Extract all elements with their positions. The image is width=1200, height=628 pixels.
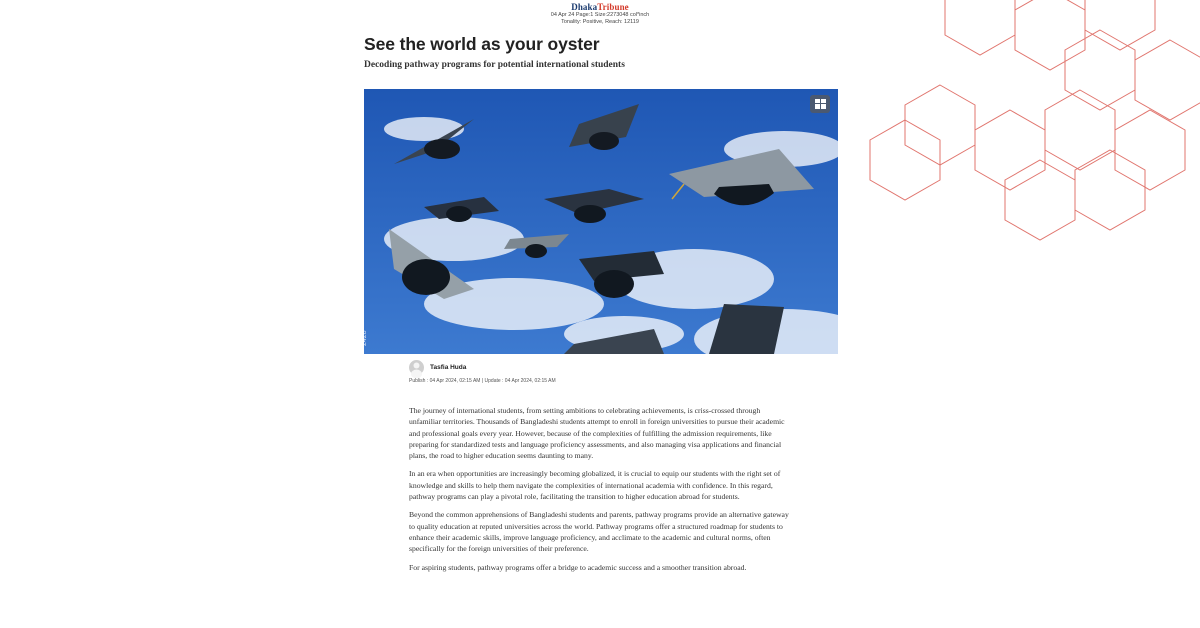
author-name[interactable]: Tasfia Huda [430,364,467,371]
user-avatar-icon [409,360,424,375]
hero-image [361,89,838,354]
clipping-meta-line2: Tonality: Positive, Reach: 12119 [561,19,639,25]
article-body [409,405,794,580]
article-paragraph: The journey of international students, from setting ambitions to celebrating achievements, is criss-crossed through unfamiliar territories. Thousands of Bangladeshi students attempt to enroll in foreign universities to pursue their academic and professional goals every year. However, because of the complexities of fulfilling the admission requirements, like preparing for standardized tests and language proficiency assessments, and also managing visa applications and financial plans, the road to higher education seems daunting to many. [409,406,785,461]
publish-dates: Publish : 04 Apr 2024, 02:15 AM | Update : 04 Apr 2024, 02:15 AM [409,378,556,384]
article-paragraph: For aspiring students, pathway programs offer a bridge to academic success and a smoother transition abroad. [409,562,747,572]
article-subheadline: Decoding pathway programs for potential international students [364,60,625,70]
publication-logo: DhakaTribune [571,2,629,12]
photo-watermark: 2428 [361,330,368,346]
gallery-grid-icon[interactable] [810,95,830,113]
hexagon-pattern [850,0,1200,260]
article-paragraph: In an era when opportunities are increasingly becoming globalized, it is crucial to equip our students with the right set of knowledge and skills to help them navigate the complexities of international academia with confidence. In this regard, pathway programs can play a pivotal role, facilitating the transition to higher education abroad for students. [409,469,781,502]
article-paragraph: Beyond the common apprehensions of Bangladeshi students and parents, pathway programs provide an alternative gateway to quality education at reputed universities across the world. Pathway programs offer a structured roadmap for students to enhance their academic skills, improve language proficiency, and acclimate to the academic and cultural norms, often specifically for the foreign universities of their preference. [409,510,789,554]
article-headline: See the world as your oyster [364,34,600,54]
clipping-meta-line1: 04 Apr 24 Page:1 Size:2273048 col*inch [550,12,650,18]
publication-masthead [500,2,700,26]
